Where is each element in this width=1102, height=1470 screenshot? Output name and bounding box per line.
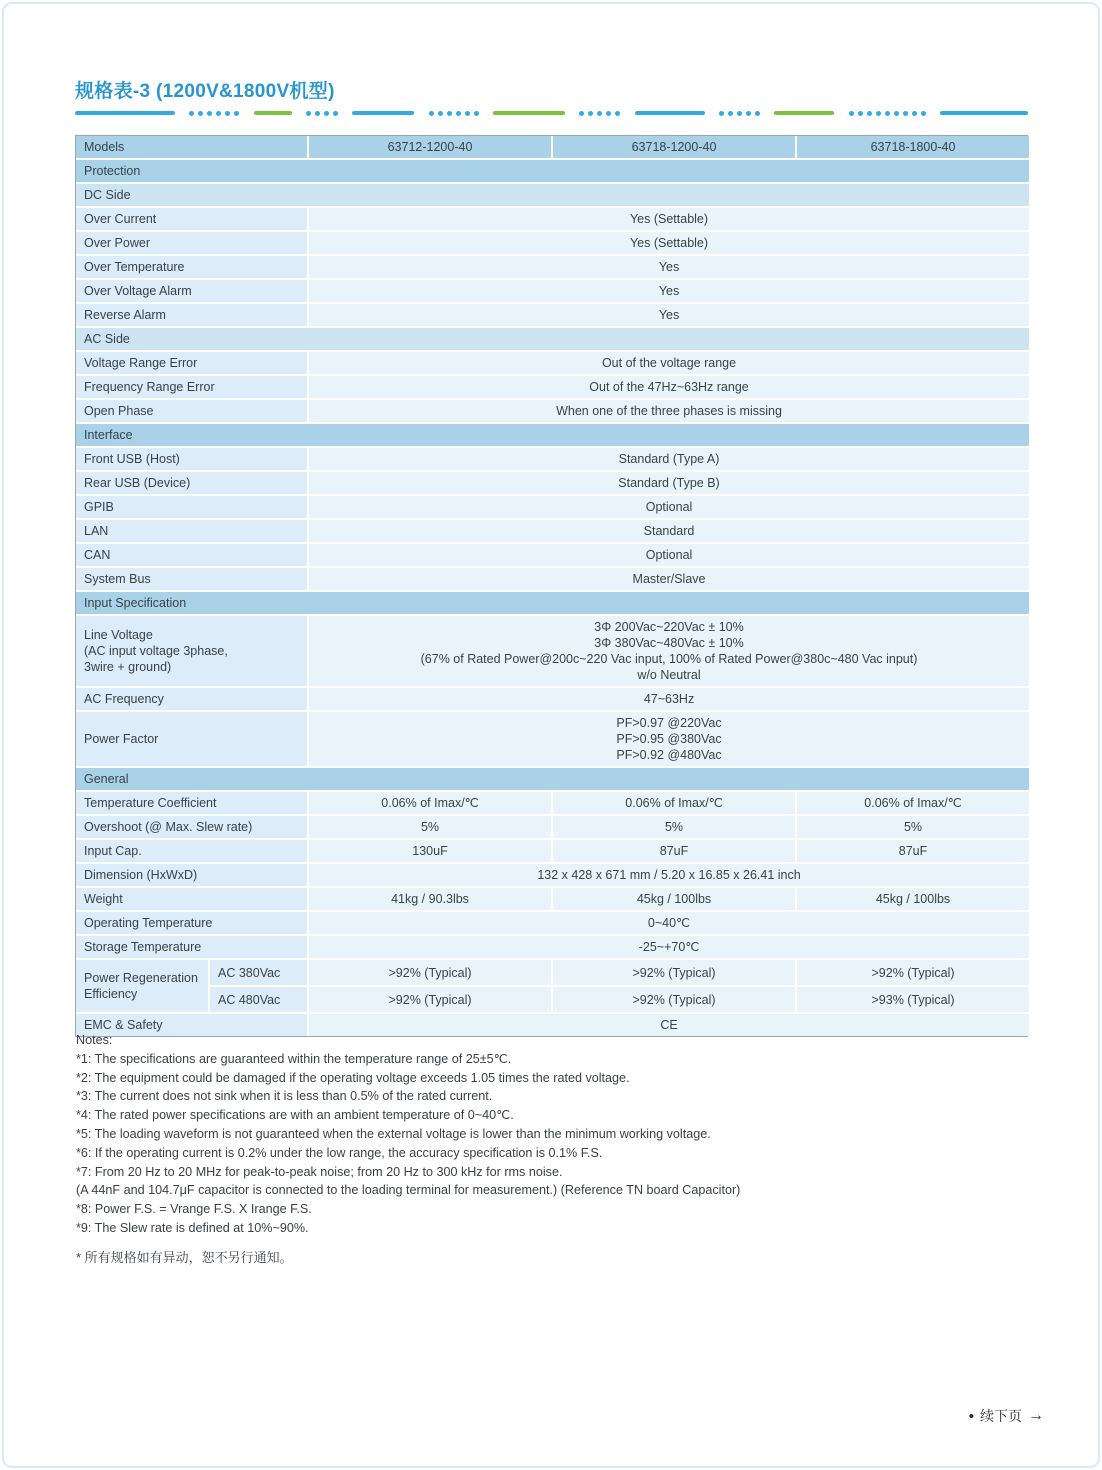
- spec-row: [76, 352, 1029, 376]
- deco-dot: [615, 111, 620, 116]
- spec-row: [76, 688, 1029, 712]
- spec-label: AC Frequency: [76, 688, 309, 712]
- section-title: General: [76, 768, 1029, 792]
- spec-value: >92% (Typical): [553, 960, 797, 987]
- cell-line: 3Φ 200Vac~220Vac ± 10%: [594, 620, 744, 634]
- spec-label: Over Temperature: [76, 256, 309, 280]
- spec-label: CAN: [76, 544, 309, 568]
- spec-value: [309, 712, 1029, 768]
- deco-dot: [465, 111, 470, 116]
- section-title: Protection: [76, 160, 1029, 184]
- cell-line: 3wire + ground): [84, 660, 172, 674]
- deco-dot: [903, 111, 908, 116]
- deco-dot: [189, 111, 194, 116]
- deco-dots-segment: [849, 111, 926, 116]
- section-title: Interface: [76, 424, 1029, 448]
- deco-dot: [746, 111, 751, 116]
- notes-section: [76, 1031, 986, 1238]
- spec-label: Input Cap.: [76, 840, 309, 864]
- spec-row: [76, 712, 1029, 768]
- deco-dots-segment: [189, 111, 239, 116]
- spec-value: 45kg / 100lbs: [553, 888, 797, 912]
- deco-dot: [728, 111, 733, 116]
- arrow-right-icon: →: [1028, 1407, 1044, 1424]
- spec-table-wrapper: [75, 135, 1028, 1037]
- spec-value: 87uF: [797, 840, 1029, 864]
- spec-row: [76, 912, 1029, 936]
- spec-row: [76, 280, 1029, 304]
- spec-value: 5%: [553, 816, 797, 840]
- cell-line: Line Voltage: [84, 628, 153, 642]
- deco-dot: [606, 111, 611, 116]
- subsection-title: AC Side: [76, 328, 1029, 352]
- bullet-icon: •: [968, 1407, 974, 1425]
- models-header-row: [76, 136, 1029, 160]
- spec-value: Yes: [309, 280, 1029, 304]
- deco-line-segment: [75, 111, 175, 115]
- note-line: *9: The Slew rate is defined at 10%~90%.: [76, 1220, 309, 1235]
- spec-row: [76, 792, 1029, 816]
- spec-row: [76, 496, 1029, 520]
- spec-value: Standard: [309, 520, 1029, 544]
- spec-label: Rear USB (Device): [76, 472, 309, 496]
- spec-label: EMC & Safety: [76, 1014, 309, 1036]
- cell-line: w/o Neutral: [637, 668, 701, 682]
- disclaimer-text: * 所有规格如有异动，恕不另行通知。: [76, 1250, 293, 1265]
- deco-dots-segment: [719, 111, 760, 116]
- note-line: (A 44nF and 104.7μF capacitor is connected to the loading terminal for measurement.) (Reference TN board Capacitor): [76, 1183, 741, 1198]
- spec-value: Optional: [309, 496, 1029, 520]
- spec-sublabel: AC 480Vac: [210, 987, 309, 1014]
- note-line: *6: If the operating current is 0.2% under the low range, the accuracy specification is 0.1% F.S.: [76, 1145, 603, 1160]
- deco-dot: [867, 111, 872, 116]
- deco-dot: [719, 111, 724, 116]
- note-line: *7: From 20 Hz to 20 MHz for peak-to-peak noise; from 20 Hz to 300 kHz for rms noise.: [76, 1164, 563, 1179]
- section-row: [76, 160, 1029, 184]
- cell-line: PF>0.92 @480Vac: [616, 748, 722, 762]
- spec-value: [309, 616, 1029, 688]
- spec-label: Front USB (Host): [76, 448, 309, 472]
- spec-label: Power Factor: [76, 712, 309, 768]
- spec-label: System Bus: [76, 568, 309, 592]
- models-header-label: Models: [76, 136, 309, 160]
- deco-dot: [921, 111, 926, 116]
- spec-row: [76, 960, 1029, 987]
- deco-dot: [456, 111, 461, 116]
- spec-label: Over Power: [76, 232, 309, 256]
- spec-label: Weight: [76, 888, 309, 912]
- spec-sublabel: AC 380Vac: [210, 960, 309, 987]
- spec-value: 130uF: [309, 840, 553, 864]
- spec-label: Reverse Alarm: [76, 304, 309, 328]
- spec-value: >92% (Typical): [797, 960, 1029, 987]
- deco-dot: [755, 111, 760, 116]
- deco-dot: [306, 111, 311, 116]
- deco-line-segment: [635, 111, 705, 115]
- spec-value: Optional: [309, 544, 1029, 568]
- deco-dot: [885, 111, 890, 116]
- spec-value: Out of the 47Hz~63Hz range: [309, 376, 1029, 400]
- deco-dot: [858, 111, 863, 116]
- spec-value: 87uF: [553, 840, 797, 864]
- spec-value: Yes (Settable): [309, 232, 1029, 256]
- spec-value: >92% (Typical): [309, 960, 553, 987]
- spec-label: Storage Temperature: [76, 936, 309, 960]
- spec-label: Operating Temperature: [76, 912, 309, 936]
- deco-line-segment: [254, 111, 292, 115]
- cell-line: PF>0.97 @220Vac: [616, 716, 722, 730]
- model-number-cell: 63712-1200-40: [309, 136, 553, 160]
- spec-label: GPIB: [76, 496, 309, 520]
- note-line: *1: The specifications are guaranteed within the temperature range of 25±5℃.: [76, 1051, 512, 1066]
- spec-row: [76, 568, 1029, 592]
- deco-line-segment: [352, 111, 414, 115]
- section-row: [76, 592, 1029, 616]
- continue-text: 续下页: [980, 1408, 1022, 1424]
- spec-row: [76, 864, 1029, 888]
- cell-line: 3Φ 380Vac~480Vac ± 10%: [594, 636, 744, 650]
- section-title: Input Specification: [76, 592, 1029, 616]
- spec-row: [76, 987, 1029, 1014]
- spec-value: 5%: [797, 816, 1029, 840]
- spec-label: Temperature Coefficient: [76, 792, 309, 816]
- spec-value: Out of the voltage range: [309, 352, 1029, 376]
- spec-label: Dimension (HxWxD): [76, 864, 309, 888]
- spec-row: [76, 304, 1029, 328]
- cell-line: PF>0.95 @380Vac: [616, 732, 722, 746]
- notes-heading: Notes:: [76, 1033, 113, 1047]
- spec-value: Yes: [309, 256, 1029, 280]
- deco-dot: [849, 111, 854, 116]
- spec-value: 47~63Hz: [309, 688, 1029, 712]
- note-line: *8: Power F.S. = Vrange F.S. X Irange F.S.: [76, 1202, 312, 1217]
- deco-dot: [333, 111, 338, 116]
- spec-row: [76, 376, 1029, 400]
- spec-value: >92% (Typical): [309, 987, 553, 1014]
- spec-value: When one of the three phases is missing: [309, 400, 1029, 424]
- spec-row: [76, 400, 1029, 424]
- spec-row: [76, 232, 1029, 256]
- deco-dot: [225, 111, 230, 116]
- spec-row: [76, 816, 1029, 840]
- cell-line: (AC input voltage 3phase,: [84, 644, 228, 658]
- spec-label: Overshoot (@ Max. Slew rate): [76, 816, 309, 840]
- note-line: *4: The rated power specifications are with an ambient temperature of 0~40℃.: [76, 1108, 514, 1123]
- spec-row: [76, 472, 1029, 496]
- deco-dot: [894, 111, 899, 116]
- note-line: *2: The equipment could be damaged if the operating voltage exceeds 1.05 times the rated voltage.: [76, 1070, 630, 1085]
- title-underline-decoration: [75, 110, 1028, 116]
- spec-label: Over Voltage Alarm: [76, 280, 309, 304]
- spec-row: [76, 840, 1029, 864]
- deco-dot: [234, 111, 239, 116]
- section-row: [76, 424, 1029, 448]
- spec-row: [76, 520, 1029, 544]
- spec-value: 45kg / 100lbs: [797, 888, 1029, 912]
- spec-label: Power Regeneration Efficiency: [76, 960, 210, 1014]
- deco-dot: [737, 111, 742, 116]
- spec-label: [76, 616, 309, 688]
- note-line: *3: The current does not sink when it is less than 0.5% of the rated current.: [76, 1089, 493, 1104]
- spec-row: [76, 256, 1029, 280]
- spec-value: Master/Slave: [309, 568, 1029, 592]
- deco-dot: [912, 111, 917, 116]
- spec-label: LAN: [76, 520, 309, 544]
- spec-row: [76, 448, 1029, 472]
- continue-marker: [969, 1406, 1044, 1426]
- cell-line: (67% of Rated Power@200c~220 Vac input, 100% of Rated Power@380c~480 Vac input): [420, 652, 918, 666]
- deco-dot: [216, 111, 221, 116]
- deco-dot: [324, 111, 329, 116]
- deco-dot: [207, 111, 212, 116]
- spec-row: [76, 208, 1029, 232]
- deco-dot: [579, 111, 584, 116]
- spec-value: >92% (Typical): [553, 987, 797, 1014]
- spec-row: [76, 936, 1029, 960]
- spec-value: 0.06% of Imax/℃: [797, 792, 1029, 816]
- subsection-title: DC Side: [76, 184, 1029, 208]
- subsection-row: [76, 328, 1029, 352]
- spec-value: Standard (Type B): [309, 472, 1029, 496]
- spec-label: Frequency Range Error: [76, 376, 309, 400]
- deco-dot: [588, 111, 593, 116]
- section-row: [76, 768, 1029, 792]
- deco-dot: [438, 111, 443, 116]
- deco-dots-segment: [429, 111, 479, 116]
- deco-line-segment: [774, 111, 834, 115]
- spec-value: Yes (Settable): [309, 208, 1029, 232]
- deco-dots-segment: [579, 111, 620, 116]
- spec-row: [76, 616, 1029, 688]
- spec-row: [76, 544, 1029, 568]
- deco-dot: [597, 111, 602, 116]
- spec-value: Yes: [309, 304, 1029, 328]
- deco-dot: [447, 111, 452, 116]
- deco-dots-segment: [306, 111, 338, 116]
- deco-dot: [474, 111, 479, 116]
- deco-dot: [429, 111, 434, 116]
- spec-value: 0.06% of Imax/℃: [553, 792, 797, 816]
- spec-label: Voltage Range Error: [76, 352, 309, 376]
- deco-dot: [198, 111, 203, 116]
- notes-list: [76, 1050, 986, 1238]
- deco-line-segment: [940, 111, 1028, 115]
- model-number-cell: 63718-1200-40: [553, 136, 797, 160]
- spec-value: 0.06% of Imax/℃: [309, 792, 553, 816]
- spec-value: 0~40℃: [309, 912, 1029, 936]
- spec-value: 5%: [309, 816, 553, 840]
- deco-dot: [876, 111, 881, 116]
- page-title: 规格表-3 (1200V&1800V机型): [75, 81, 335, 102]
- spec-value: 132 x 428 x 671 mm / 5.20 x 16.85 x 26.41 inch: [309, 864, 1029, 888]
- spec-table: [76, 136, 1029, 1036]
- spec-value: Standard (Type A): [309, 448, 1029, 472]
- spec-label: Over Current: [76, 208, 309, 232]
- subsection-row: [76, 184, 1029, 208]
- spec-row: [76, 888, 1029, 912]
- note-line: *5: The loading waveform is not guaranteed when the external voltage is lower than the minimum working voltage.: [76, 1126, 711, 1141]
- deco-dot: [315, 111, 320, 116]
- spec-label: Open Phase: [76, 400, 309, 424]
- spec-value: >93% (Typical): [797, 987, 1029, 1014]
- spec-value: 41kg / 90.3lbs: [309, 888, 553, 912]
- deco-line-segment: [493, 111, 565, 115]
- model-number-cell: 63718-1800-40: [797, 136, 1029, 160]
- spec-value: -25~+70℃: [309, 936, 1029, 960]
- spec-value: CE: [309, 1014, 1029, 1036]
